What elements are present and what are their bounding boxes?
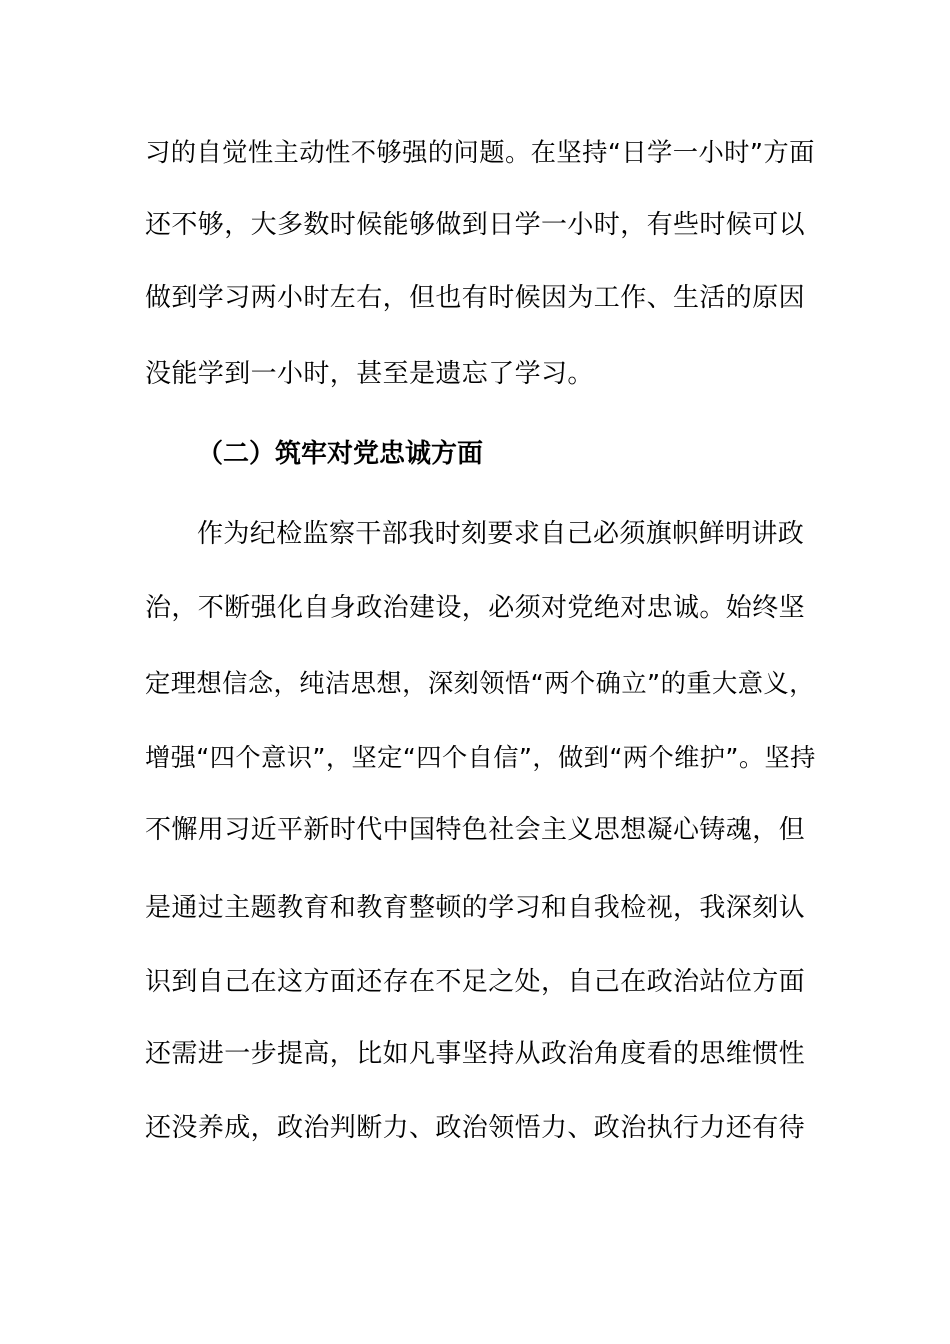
paragraph-line: 没能学到一小时，甚至是遗忘了学习。	[145, 359, 594, 389]
paragraph-line: 治，不断强化自身政治建设，必须对党绝对忠诚。始终坚	[145, 593, 806, 623]
paragraph-line: 定理想信念，纯洁思想，深刻领悟“两个确立”的重大意义，	[145, 668, 815, 698]
paragraph-line: 做到学习两小时左右，但也有时候因为工作、生活的原因	[145, 283, 806, 313]
paragraph-line: 作为纪检监察干部我时刻要求自己必须旗帜鲜明讲政	[197, 519, 805, 549]
paragraph-line: 还不够，大多数时候能够做到日学一小时，有些时候可以	[145, 210, 806, 240]
paragraph-line: 是通过主题教育和教育整顿的学习和自我检视，我深刻认	[145, 893, 806, 923]
paragraph-line: 识到自己在这方面还存在不足之处，自己在政治站位方面	[145, 967, 806, 997]
paragraph-line: 习的自觉性主动性不够强的问题。在坚持“日学一小时”方面	[145, 137, 815, 167]
section-heading: （二）筑牢对党忠诚方面	[197, 439, 484, 469]
paragraph-line: 不懈用习近平新时代中国特色社会主义思想凝心铸魂，但	[145, 815, 806, 845]
paragraph-line: 还需进一步提高，比如凡事坚持从政治角度看的思维惯性	[145, 1039, 806, 1069]
paragraph-line: 增强“四个意识”，坚定“四个自信”，做到“两个维护”。坚持	[145, 743, 816, 772]
paragraph-line: 还没养成，政治判断力、政治领悟力、政治执行力还有待	[145, 1113, 806, 1143]
